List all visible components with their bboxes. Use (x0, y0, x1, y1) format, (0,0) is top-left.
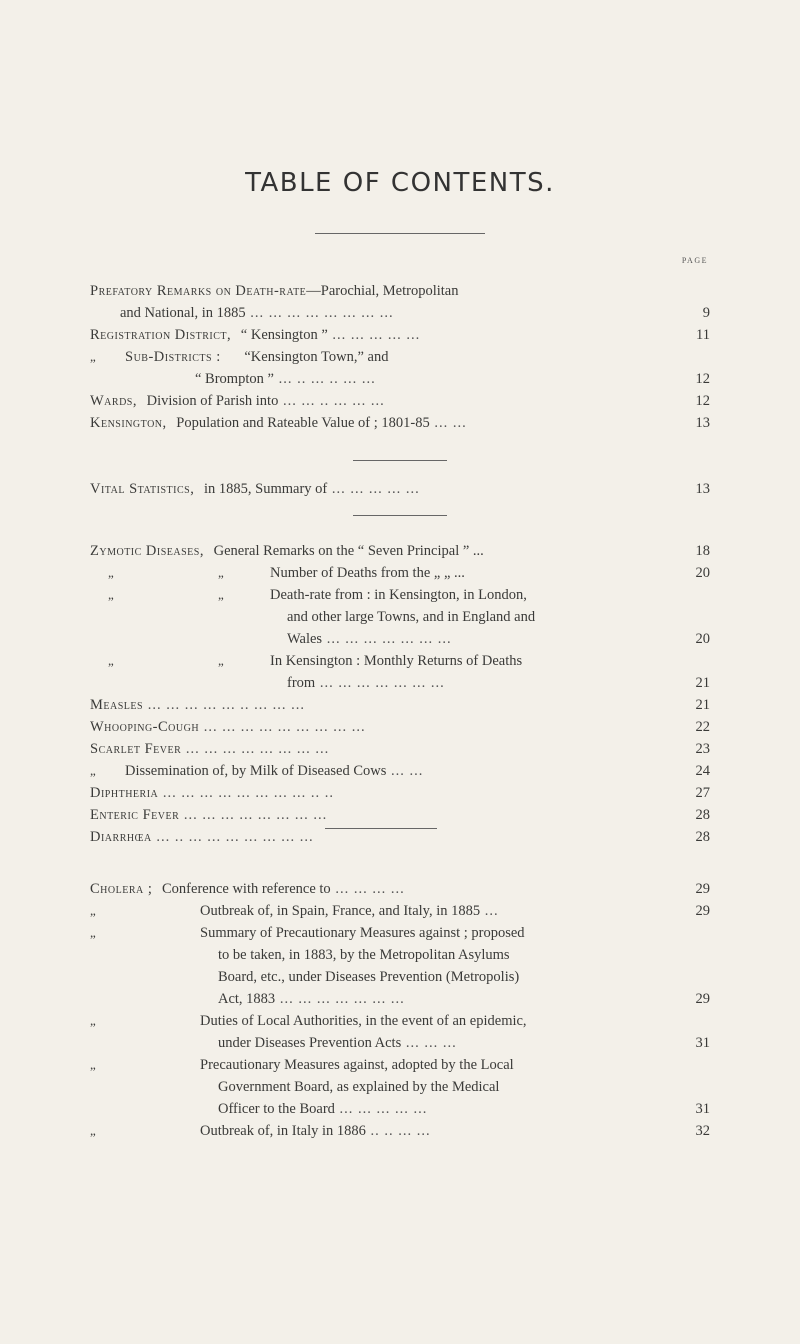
toc-entry (90, 738, 710, 760)
page-number: 28 (695, 829, 710, 845)
toc-entry (90, 966, 710, 988)
toc-entry-text (90, 804, 327, 826)
toc-entry-heading: Diarrhœa (90, 829, 152, 845)
page-number: 24 (695, 763, 710, 779)
page-number: 9 (702, 305, 710, 321)
toc-entry (90, 782, 710, 804)
section-rule-1 (353, 460, 447, 461)
toc-entry-subtext: Outbreak of, in Spain, France, and Italy, in 1885 (200, 903, 481, 919)
toc-entry-heading: Registration District, (90, 327, 232, 343)
page-number: 28 (695, 807, 710, 823)
toc-entry (90, 672, 710, 694)
toc-entry-subtext: Outbreak of, in Italy in 1886 (200, 1123, 366, 1139)
page-number: 29 (695, 903, 710, 919)
toc-entry-text (195, 368, 376, 390)
toc-entry (90, 478, 710, 500)
toc-entry-text (200, 900, 499, 922)
toc-entry-text (90, 390, 385, 412)
leader-dots: ... ... (386, 763, 424, 779)
leader-dots: ... ... ... ... ... ... ... ... (245, 305, 394, 321)
page-number: 13 (695, 415, 710, 431)
toc-entry (90, 628, 710, 650)
page-number: 12 (695, 371, 710, 387)
ditto-mark: „ (218, 653, 224, 668)
toc-entry-heading: Whooping-Cough (90, 719, 200, 735)
leader-dots: ... ... ... ... (330, 881, 405, 897)
toc-entry-text (218, 1076, 499, 1098)
page-number: 31 (695, 1101, 710, 1117)
toc-entry (90, 1010, 710, 1032)
toc-entry-text (287, 672, 445, 694)
toc-entry (90, 922, 710, 944)
leader-dots: ... ... ... (401, 1035, 457, 1051)
leader-dots: ... ... ... ... ... ... ... (315, 675, 445, 691)
toc-entry-heading: Vital Statistics, (90, 481, 195, 497)
toc-entry (90, 412, 710, 434)
toc-entry-subtext: and National, in 1885 (120, 305, 246, 321)
page-number: 21 (695, 697, 710, 713)
toc-entry-text (287, 628, 452, 650)
toc-entry-subtext: Precautionary Measures against, adopted by the Local (200, 1057, 514, 1073)
toc-entry-subtext: Officer to the Board (218, 1101, 335, 1117)
toc-entry (90, 1032, 710, 1054)
toc-entry-text (200, 1010, 527, 1032)
toc-entry (90, 988, 710, 1010)
leader-dots: ... ... ... ... ... ... ... (322, 631, 452, 647)
leader-dots: .. .. ... ... (365, 1123, 431, 1139)
toc-entry-subtext: —Parochial, Metropolitan (306, 283, 459, 299)
section-rule-2 (353, 515, 447, 516)
ditto-mark: „ (90, 925, 96, 940)
toc-entry (90, 540, 710, 562)
toc-entry-heading: Cholera ; (90, 881, 153, 897)
toc-entry-text (90, 716, 366, 738)
ditto-mark: „ (108, 653, 114, 668)
toc-entry-subtext: Division of Parish into (143, 393, 279, 409)
page-number: 27 (695, 785, 710, 801)
toc-entry-text (218, 988, 405, 1010)
toc-entry-heading: Wards, (90, 393, 137, 409)
page-number: 18 (695, 543, 710, 559)
toc-entry-text (90, 694, 305, 716)
page-number: 31 (695, 1035, 710, 1051)
toc-entry (90, 1054, 710, 1076)
toc-entry (90, 390, 710, 412)
toc-entry-subtext: Population and Rateable Value of ; 1801-85 (172, 415, 430, 431)
toc-entry-text (270, 650, 522, 672)
toc-entry-heading: Prefatory Remarks on Death-rate (90, 283, 307, 299)
toc-entry (90, 900, 710, 922)
toc-entry (90, 650, 710, 672)
ditto-mark: „ (90, 349, 96, 364)
toc-entry-text (90, 478, 420, 500)
toc-entry-heading: Measles (90, 697, 144, 713)
toc-entry-text (270, 584, 527, 606)
toc-entry-subtext: Board, etc., under Diseases Prevention (Metropolis) (218, 969, 520, 985)
toc-entry-subtext: in 1885, Summary of (200, 481, 328, 497)
toc-entry-subtext: Conference with reference to (158, 881, 331, 897)
page-number: 20 (695, 565, 710, 581)
toc-entry-text (120, 302, 394, 324)
toc-entry (90, 1076, 710, 1098)
toc-entry (90, 1120, 710, 1142)
toc-entry-text (125, 760, 423, 782)
ditto-mark: „ (90, 903, 96, 918)
toc-entry-heading: Diphtheria (90, 785, 159, 801)
toc-entry-subtext: under Diseases Prevention Acts (218, 1035, 402, 1051)
ditto-mark: „ (90, 1123, 96, 1138)
toc-entry-text (125, 346, 388, 368)
toc-entry-text (90, 826, 314, 848)
leader-dots: ... .. ... .. ... ... (273, 371, 376, 387)
toc-entry-text (90, 782, 334, 804)
page-number: 20 (695, 631, 710, 647)
toc-entry-subtext: Death-rate from : in Kensington, in London, (270, 587, 527, 603)
leader-dots: ... ... ... ... ... ... ... ... (179, 807, 328, 823)
toc-entry-text (90, 280, 459, 302)
page-number: 29 (695, 991, 710, 1007)
toc-entry-subtext: from (287, 675, 316, 691)
toc-entry-subtext: Wales (287, 631, 323, 647)
toc-entry-subtext: to be taken, in 1883, by the Metropolitan Asylums (218, 947, 510, 963)
ditto-mark: „ (90, 1013, 96, 1028)
toc-entry-text (90, 878, 405, 900)
leader-dots: ... ... ... ... ... ... ... ... ... (199, 719, 366, 735)
leader-dots: ... ... ... ... ... ... ... (275, 991, 405, 1007)
leader-dots: ... ... ... ... ... ... ... ... .. .. (158, 785, 334, 801)
leader-dots: ... ... ... ... ... (327, 481, 420, 497)
toc-entry-heading: Scarlet Fever (90, 741, 182, 757)
ditto-mark: „ (218, 587, 224, 602)
toc-entry (90, 760, 710, 782)
toc-entry-heading: Zymotic Diseases, (90, 543, 204, 559)
ditto-mark: „ (108, 587, 114, 602)
ditto-mark: „ (108, 565, 114, 580)
toc-entry-text (90, 540, 484, 562)
page-number: 32 (695, 1123, 710, 1139)
leader-dots: ... (480, 903, 499, 919)
toc-entry (90, 280, 710, 302)
toc-entry-subtext: Government Board, as explained by the Medical (218, 1079, 500, 1095)
page-number: 12 (695, 393, 710, 409)
toc-entry (90, 302, 710, 324)
toc-entry-subtext: General Remarks on the “ Seven Principal ” ... (209, 543, 484, 559)
toc-entry-subtext: Duties of Local Authorities, in the event of an epidemic, (200, 1013, 527, 1029)
toc-entry-subtext: “ Kensington ” (237, 327, 328, 343)
toc-entry (90, 878, 710, 900)
toc-entry-heading: Enteric Fever (90, 807, 180, 823)
page-number: 13 (695, 481, 710, 497)
toc-entry-subtext: Dissemination of, by Milk of Diseased Cows (125, 763, 387, 779)
leader-dots: ... ... ... ... ... .. ... ... ... (143, 697, 305, 713)
toc-entry (90, 944, 710, 966)
toc-entry (90, 562, 710, 584)
toc-entry-subtext: and other large Towns, and in England and (287, 609, 536, 625)
page-number: 29 (695, 881, 710, 897)
toc-entry-subtext: Act, 1883 (218, 991, 276, 1007)
toc-entry-text (90, 412, 467, 434)
toc-entry-text (287, 606, 535, 628)
toc-entry (90, 694, 710, 716)
toc-entry-text (218, 1098, 427, 1120)
ditto-mark: „ (90, 1057, 96, 1072)
page-number: 22 (695, 719, 710, 735)
page-number: 21 (695, 675, 710, 691)
leader-dots: ... .. ... ... ... ... ... ... ... (151, 829, 314, 845)
toc-entry (90, 804, 710, 826)
toc-entry-text (218, 1032, 457, 1054)
title-rule (315, 233, 485, 234)
leader-dots: ... ... (429, 415, 467, 431)
toc-entry-heading: Kensington, (90, 415, 167, 431)
toc-entry-heading: Sub-Districts : (125, 349, 221, 365)
leader-dots: ... ... ... ... ... (327, 327, 421, 343)
toc-entry-subtext: Number of Deaths from the „ „ ... (270, 565, 465, 581)
toc-entry-text (200, 1054, 514, 1076)
page-number: 23 (695, 741, 710, 757)
toc-entry (90, 584, 710, 606)
toc-entry-subtext: “Kensington Town,” and (240, 349, 389, 365)
toc-entry (90, 324, 710, 346)
toc-entry-text (200, 922, 525, 944)
toc-entry (90, 368, 710, 390)
toc-entry-text (270, 562, 465, 584)
toc-entry-text (90, 738, 329, 760)
toc-entry-text (218, 966, 519, 988)
leader-dots: ... ... .. ... ... ... (278, 393, 385, 409)
toc-entry-text (200, 1120, 431, 1142)
toc-entry-text (218, 944, 510, 966)
toc-entry-subtext: In Kensington : Monthly Returns of Deaths (270, 653, 523, 669)
leader-dots: ... ... ... ... ... (334, 1101, 428, 1117)
toc-entry (90, 346, 710, 368)
toc-entry-subtext: Summary of Precautionary Measures against ; proposed (200, 925, 525, 941)
toc-entry (90, 826, 710, 848)
page-number: 11 (696, 327, 710, 343)
toc-entry-subtext: “ Brompton ” (195, 371, 274, 387)
toc-entry (90, 1098, 710, 1120)
toc-entry (90, 606, 710, 628)
ditto-mark: „ (218, 565, 224, 580)
leader-dots: ... ... ... ... ... ... ... ... (181, 741, 330, 757)
ditto-mark: „ (90, 763, 96, 778)
toc-entry-text (90, 324, 420, 346)
page-title: TABLE OF CONTENTS. (245, 168, 555, 198)
page-column-heading: page (681, 254, 708, 266)
toc-entry (90, 716, 710, 738)
